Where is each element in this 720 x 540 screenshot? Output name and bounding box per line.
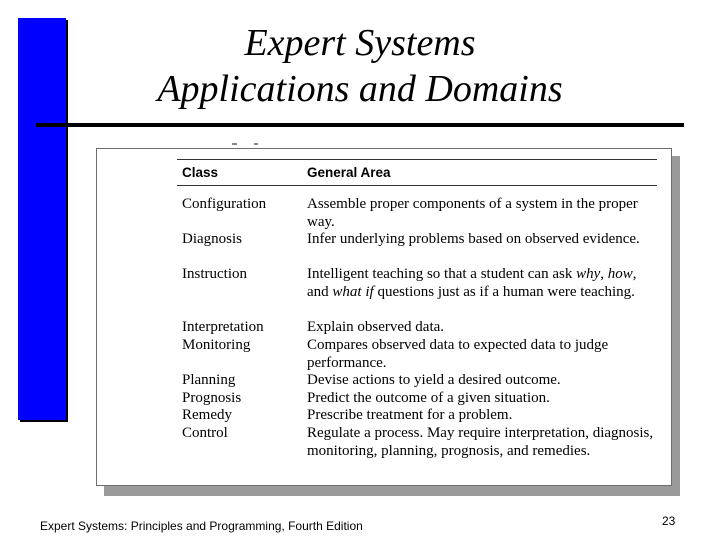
row-class: Monitoring: [182, 337, 251, 353]
header-class: Class: [182, 165, 219, 180]
title-line-2: Applications and Domains: [157, 68, 563, 110]
header-general-area: General Area: [307, 165, 391, 180]
row-class: Prognosis: [182, 390, 242, 406]
page-number: 23: [662, 514, 676, 528]
blue-accent-bar: [18, 18, 66, 420]
title-underline: [36, 123, 684, 127]
title-line-1: Expert Systems: [244, 22, 476, 64]
row-class: Remedy: [182, 407, 232, 423]
scan-mark: [232, 143, 237, 145]
slide-title: [100, 20, 620, 112]
row-class: Planning: [182, 372, 236, 388]
applications-table: [96, 148, 672, 486]
row-area: Prescribe treatment for a problem.: [307, 407, 513, 423]
row-area: Devise actions to yield a desired outcome.: [307, 372, 561, 388]
row-area: Intelligent teaching so that a student can ask why, how, and what if questions just as if a human were teaching.: [307, 266, 637, 300]
row-area: Assemble proper components of a system in the proper way.: [307, 196, 638, 230]
row-area: Compares observed data to expected data to judge performance.: [307, 337, 609, 371]
row-area: Regulate a process. May require interpretation, diagnosis, monitoring, planning, prognosis, and remedies.: [307, 425, 654, 459]
footer-text: Expert Systems: Principles and Programming, Fourth Edition: [40, 519, 363, 533]
scan-mark: [254, 143, 258, 145]
header-rule: [177, 185, 657, 186]
row-class: Control: [182, 425, 228, 441]
table-top-rule: [177, 159, 657, 160]
row-class: Diagnosis: [182, 231, 242, 247]
row-area: Infer underlying problems based on observed evidence.: [307, 231, 640, 247]
row-area: Explain observed data.: [307, 319, 445, 335]
row-class: Instruction: [182, 266, 247, 282]
row-area: Predict the outcome of a given situation.: [307, 390, 550, 406]
row-class: Configuration: [182, 196, 267, 212]
row-class: Interpretation: [182, 319, 264, 335]
